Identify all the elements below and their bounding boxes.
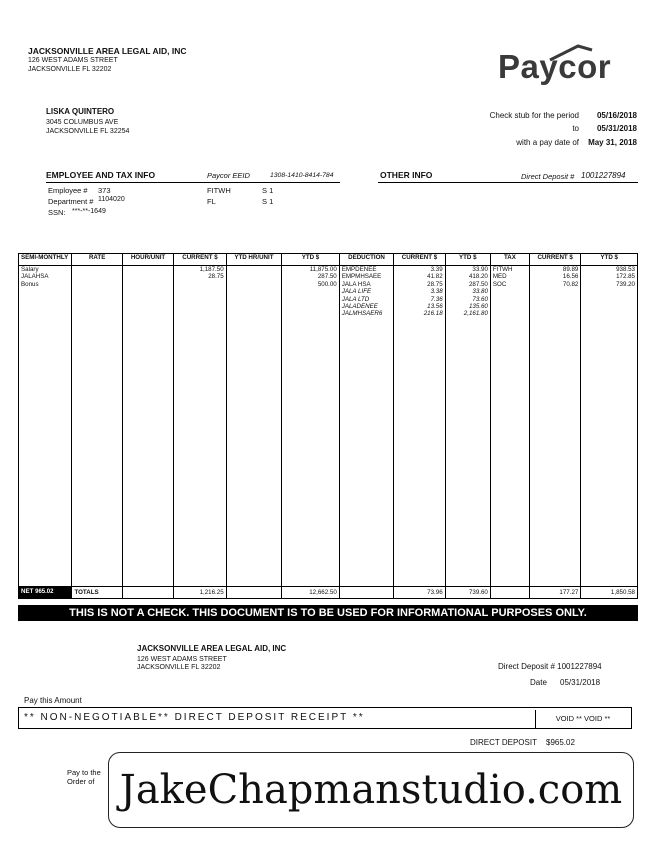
col-header: SEMI-MONTHLY <box>19 254 72 266</box>
net-label: NET <box>21 588 34 596</box>
eeid-value: 1308-1410-8414-784 <box>270 172 334 179</box>
direct-deposit-label-check: DIRECT DEPOSIT <box>470 738 537 747</box>
col-header: CURRENT $ <box>529 254 580 266</box>
earnings-ytd <box>282 266 340 587</box>
col-header: CURRENT $ <box>394 254 445 266</box>
paycor-logo: Paycor <box>498 48 612 85</box>
earnings-current <box>174 266 226 587</box>
fitwh-label: FITWH <box>207 186 231 195</box>
check-date: 05/31/2018 <box>560 678 601 687</box>
emp-tax-info-title: EMPLOYEE AND TAX INFO <box>46 170 156 180</box>
pay-to-line2: Order of <box>67 777 95 786</box>
net-value: 965.02 <box>35 589 54 596</box>
col-header: YTD HR/UNIT <box>226 254 282 266</box>
col-header: RATE <box>72 254 122 266</box>
col-header: YTD $ <box>445 254 490 266</box>
totals-empty <box>122 587 173 599</box>
pay-date: May 31, 2018 <box>588 138 637 147</box>
check-direct-deposit: Direct Deposit # 1001227894 <box>498 662 602 671</box>
other-info-title: OTHER INFO <box>380 170 433 180</box>
totals-tax-ytd: 1,850.58 <box>581 587 638 599</box>
tax-current-text: 89.89 16.56 70.82 <box>562 266 579 288</box>
non-negotiable-text: ** NON-NEGOTIABLE** DIRECT DEPOSIT RECEIPT ** <box>24 712 365 723</box>
emp-tax-divider <box>46 182 340 183</box>
deduction-names-italic: JALA LIFE JALA LTD JALADENEE JALMHSAER6 <box>341 288 383 318</box>
period-start: 05/16/2018 <box>596 111 637 120</box>
deduction-current <box>394 266 445 587</box>
col-header: CURRENT $ <box>174 254 226 266</box>
pay-date-label: with a pay date of <box>516 138 579 147</box>
col-header: YTD $ <box>581 254 638 266</box>
pay-stub-table <box>18 253 638 599</box>
department-number: 1104020 <box>98 196 125 203</box>
fitwh-value: S 1 <box>262 186 274 195</box>
pay-amount-label: Pay this Amount <box>24 696 82 705</box>
watermark: JakeChapmanstudio.com <box>108 752 634 828</box>
tax-ytd-text: 938.53 172.85 739.20 <box>616 266 635 288</box>
other-info-divider <box>378 182 638 183</box>
deduction-names-text: EMPDENEE EMPMHSAEE JALA HSA <box>341 266 382 288</box>
rate-cell <box>72 266 122 587</box>
tax-names-text: FITWH MED SOC <box>492 266 513 288</box>
tax-ytd <box>581 266 638 587</box>
tax-names <box>490 266 529 587</box>
employee-number-label: Employee # <box>48 186 88 195</box>
totals-deduction-ytd: 739.60 <box>445 587 490 599</box>
check-company-address-2: JACKSONVILLE FL 32202 <box>137 664 221 671</box>
totals-empty <box>490 587 529 599</box>
totals-tax-current: 177.27 <box>529 587 580 599</box>
table-header-row <box>19 254 638 266</box>
deduction-current-italic: 3.38 7.36 13.56 216.18 <box>423 288 443 318</box>
void-box: VOID ** VOID ** <box>535 710 630 728</box>
period-to-label: to <box>572 124 579 133</box>
check-date-label: Date <box>530 678 547 687</box>
tax-current <box>529 266 580 587</box>
deduction-names <box>339 266 393 587</box>
totals-ytd: 12,662.50 <box>282 587 340 599</box>
employee-number: 373 <box>98 186 111 195</box>
check-company-address-1: 126 WEST ADAMS STREET <box>137 656 227 663</box>
net-cell <box>19 587 72 599</box>
direct-deposit-label: Direct Deposit # <box>521 172 575 181</box>
earnings-names <box>19 266 72 587</box>
col-header: HOUR/UNIT <box>122 254 173 266</box>
earnings-current-text: 1,187.50 28.75 <box>199 266 224 281</box>
table-body-row <box>19 266 638 587</box>
earnings-ytd-text: 11,875.00 287.50 500.00 <box>309 266 337 288</box>
deduction-ytd-text: 33.90 418.20 287.50 <box>468 266 488 288</box>
ytd-hr-unit-cell <box>226 266 282 587</box>
check-company-name: JACKSONVILLE AREA LEGAL AID, INC <box>137 644 287 653</box>
ssn-label: SSN: <box>48 208 66 217</box>
earnings-names-text: Salary JALAHSA Bonus <box>21 266 49 288</box>
fl-value: S 1 <box>262 197 274 206</box>
totals-deduction-current: 73.96 <box>394 587 445 599</box>
employee-address-1: 3045 COLUMBUS AVE <box>46 119 119 126</box>
totals-row <box>19 587 638 599</box>
period-label: Check stub for the period <box>489 111 579 120</box>
ssn-value: ***-**-1649 <box>72 208 106 215</box>
pay-to-line1: Pay to the <box>67 768 101 777</box>
fl-label: FL <box>207 197 216 206</box>
hour-unit-cell <box>122 266 173 587</box>
deduction-ytd-italic: 33.80 73.60 135.60 2,161.80 <box>463 288 488 318</box>
totals-empty <box>226 587 282 599</box>
company-address-2: JACKSONVILLE FL 32202 <box>28 66 112 73</box>
employee-name: LISKA QUINTERO <box>46 107 115 116</box>
not-a-check-banner: THIS IS NOT A CHECK. THIS DOCUMENT IS TO BE USED FOR INFORMATIONAL PURPOSES ONLY. <box>18 605 638 621</box>
col-header: YTD $ <box>282 254 340 266</box>
deduction-ytd <box>445 266 490 587</box>
col-header: TAX <box>490 254 529 266</box>
department-label: Department # <box>48 197 94 206</box>
company-address-1: 126 WEST ADAMS STREET <box>28 57 118 64</box>
period-end: 05/31/2018 <box>596 124 637 133</box>
direct-deposit-amount: $965.02 <box>546 738 575 747</box>
direct-deposit-number: 1001227894 <box>581 171 626 180</box>
eeid-label: Paycor EEID <box>207 171 250 180</box>
totals-current: 1,216.25 <box>174 587 226 599</box>
deduction-current-text: 3.39 41.82 28.75 <box>427 266 443 288</box>
totals-label: TOTALS <box>72 587 122 599</box>
company-name: JACKSONVILLE AREA LEGAL AID, INC <box>28 46 187 56</box>
employee-address-2: JACKSONVILLE FL 32254 <box>46 128 130 135</box>
totals-empty <box>339 587 393 599</box>
col-header: DEDUCTION <box>339 254 393 266</box>
